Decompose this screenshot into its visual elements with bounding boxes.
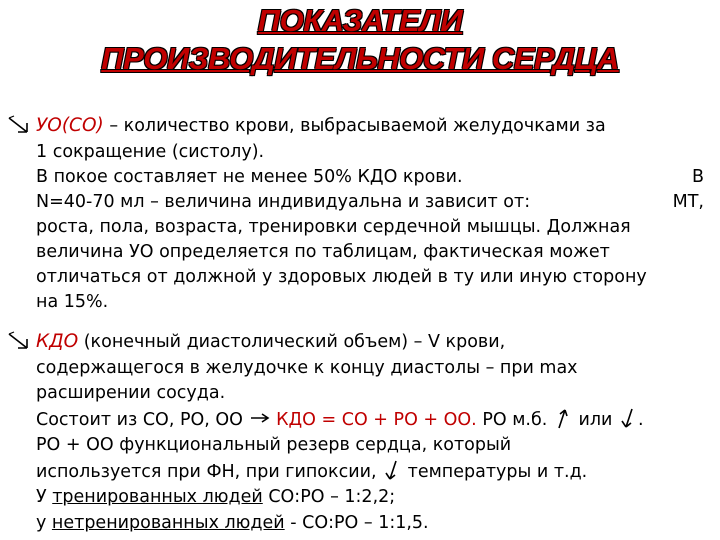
item1-line-2: 1 сокращение (систолу). [36,142,265,162]
item2-line-4 [36,407,712,432]
term-kdo: КДО [36,331,79,352]
item1-line-4-text: N=40-70 мл – величина индивидуальна и зависит от: [36,192,531,212]
item1-line-8: на 15%. [36,292,109,312]
or-text: или [572,410,618,430]
hollow-arrow-bullet-icon [6,112,32,138]
hypoxia-text: используется при ФН, при гипоксии, [36,462,383,482]
page-title-line-1: ПОКАЗАТЕЛИ [257,3,463,38]
item2-line-2: содержащегося в желудочке к концу диастолы – при max [36,358,578,378]
item2-line-1 [36,330,712,354]
item2-line-7 [36,485,712,509]
item1-line-3 [36,165,712,189]
kdo-formula: КДО = СО + РО + ОО. [270,410,477,430]
item2-line-5: РО + ОО функциональный резерв сердца, который [36,435,512,455]
item1-line-3-right: В [691,167,704,187]
up-arrow-icon [553,407,573,429]
trained-people-label: тренированных людей [52,487,263,507]
item1-line-4-right: МТ, [672,192,704,212]
item1-line-5: роста, пола, возраста, тренировки сердечной мышцы. Должная [36,217,631,237]
item2-line-6 [36,459,712,484]
item1-line-3-text: В покое составляет не менее 50% КДО крови. [36,167,463,187]
hollow-arrow-bullet-icon [6,328,32,354]
temperature-text: температуры и т.д. [402,462,588,482]
item1-line-4 [36,190,712,214]
ro-may-be-text: РО м.б. [476,410,553,430]
page-title-line-2: ПРОИЗВОДИТЕЛЬНОСТИ СЕРДЦА [101,41,619,76]
trained-ratio: СО:РО – 1:2,2; [262,487,396,507]
untrained-ratio: - СО:РО – 1:1,5. [284,513,429,533]
line-4-end: . [637,410,644,430]
item2-definition: (конечный диастолический объем) – V крови, [78,332,506,352]
trained-prefix: У [36,487,53,507]
item1-definition: – количество крови, выбрасываемой желудочками за [103,116,606,136]
down-arrow-icon [382,459,402,481]
item1-line-1 [36,114,712,138]
item1-line-7: отличаться от должной у здоровых людей в ту или иную сторону [36,267,647,287]
untrained-people-label: нетренированных людей [51,513,285,533]
item2-line-8 [36,511,712,535]
item2-line-3: расширении сосуда. [36,383,226,403]
composition-text: Состоит из СО, РО, ОО [36,410,249,430]
term-uo-so: УО(СО) [36,115,104,136]
down-arrow-icon [618,407,638,429]
untrained-prefix: у [36,513,52,533]
item1-line-6: величина УО определяется по таблицам, фактическая может [36,242,610,262]
right-arrow-icon [249,411,271,425]
